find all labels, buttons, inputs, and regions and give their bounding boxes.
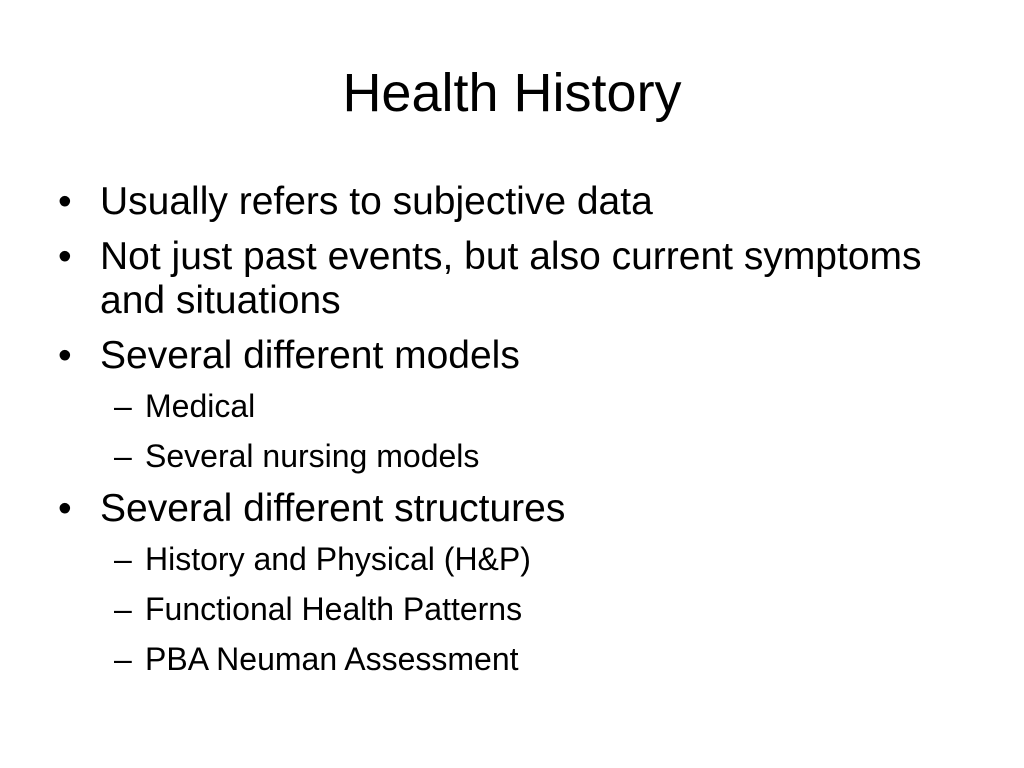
bullet-text: Not just past events, but also current symptoms and situations [100,235,922,322]
sub-bullet-hp [58,540,978,578]
sub-bullet-text: History and Physical (H&P) [145,541,531,577]
bullet-text: Several different models [100,334,520,377]
dash-icon: – [114,591,132,627]
bullet-icon: • [58,235,72,278]
bullet-item-structures [58,487,978,531]
sub-bullet-nursing-models [58,437,978,475]
bullet-item-models [58,334,978,378]
bullet-text: Usually refers to subjective data [100,180,653,223]
dash-icon: – [114,388,132,424]
bullet-icon: • [58,487,72,530]
sub-bullet-pba-neuman [58,640,978,678]
sub-bullet-text: Several nursing models [145,438,480,474]
dash-icon: – [114,641,132,677]
dash-icon: – [114,541,132,577]
bullet-text: Several different structures [100,487,566,530]
bullet-item-subjective-data [58,180,978,224]
sub-bullet-text: Medical [145,388,256,424]
sub-bullet-functional-health-patterns [58,590,978,628]
bullet-icon: • [58,334,72,377]
slide-title: Health History [342,63,682,123]
dash-icon: – [114,438,132,474]
bullet-item-past-events [58,235,978,323]
bullet-list [58,180,978,690]
bullet-icon: • [58,180,72,223]
sub-bullet-text: Functional Health Patterns [145,591,523,627]
sub-bullet-text: PBA Neuman Assessment [145,641,519,677]
sub-bullet-medical [58,387,978,425]
